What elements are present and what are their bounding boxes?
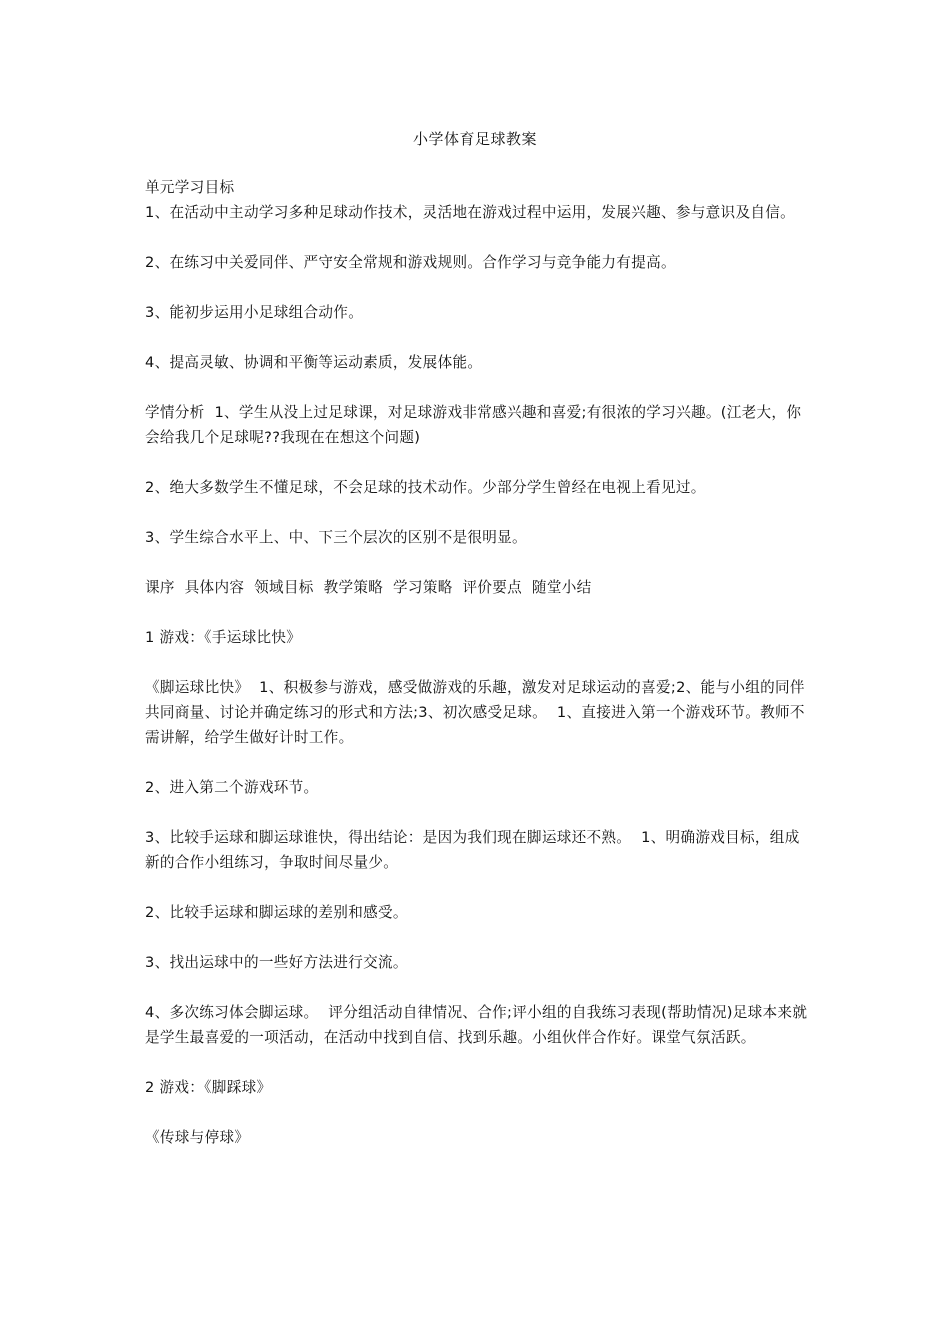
paragraph-goal-4: 4、提高灵敏、协调和平衡等运动素质，发展体能。: [145, 354, 483, 371]
document-title: 小学体育足球教案: [412, 130, 537, 148]
paragraph-learner-analysis-2: 2、绝大多数学生不懂足球，不会足球的技术动作。少部分学生曾经在电视上看见过。: [145, 479, 706, 496]
paragraph-lesson-2-content: 《传球与停球》: [145, 1129, 250, 1146]
paragraph-lesson-1-step-2: 2、进入第二个游戏环节。: [145, 779, 319, 796]
paragraph-goal-2: 2、在练习中关爱同伴、严守安全常规和游戏规则。合作学习与竞争能力有提高。: [145, 254, 676, 271]
paragraph-learner-analysis-1: 学情分析 1、学生从没上过足球课，对足球游戏非常感兴趣和喜爱;有很浓的学习兴趣。(江老大，你会给我几个足球呢??我现在在想这个问题): [145, 404, 802, 446]
paragraph-lesson-1-detail: 《脚运球比快》 1、积极参与游戏，感受做游戏的乐趣，激发对足球运动的喜爱;2、能与小组的同伴共同商量、讨论并确定练习的形式和方法;3、初次感受足球。 1、直接进入第一个游戏环节。教师不需讲解，给学生做好计时工作。: [145, 679, 805, 746]
paragraph-lesson-table-header: 课序 具体内容 领域目标 教学策略 学习策略 评价要点 随堂小结: [145, 579, 592, 596]
paragraph-lesson-2-game: 2 游戏：《脚踩球》: [145, 1079, 272, 1096]
paragraph-goal-3: 3、能初步运用小足球组合动作。: [145, 304, 364, 321]
paragraph-goal-1: 1、在活动中主动学习多种足球动作技术，灵活地在游戏过程中运用，发展兴趣、参与意识及自信。: [145, 204, 796, 221]
paragraph-learner-analysis-3: 3、学生综合水平上、中、下三个层次的区别不是很明显。: [145, 529, 527, 546]
paragraph-lesson-1-step-3: 3、比较手运球和脚运球谁快，得出结论：是因为我们现在脚运球还不熟。 1、明确游戏目标，组成新的合作小组练习，争取时间尽量少。: [145, 829, 800, 871]
paragraph-lesson-1-evaluation: 4、多次练习体会脚运球。 评分组活动自律情况、合作;评小组的自我练习表现(帮助情况)足球本来就是学生最喜爱的一项活动，在活动中找到自信、找到乐趣。小组伙伴合作好。课堂气氛活跃。: [145, 1004, 808, 1046]
paragraph-lesson-1-game: 1 游戏：《手运球比快》: [145, 629, 302, 646]
paragraph-unit-goals-heading: 单元学习目标: [145, 179, 235, 196]
paragraph-lesson-1-strategy-2: 2、比较手运球和脚运球的差别和感受。: [145, 904, 408, 921]
document-body: [145, 175, 810, 1175]
paragraph-lesson-1-strategy-3: 3、找出运球中的一些好方法进行交流。: [145, 954, 408, 971]
